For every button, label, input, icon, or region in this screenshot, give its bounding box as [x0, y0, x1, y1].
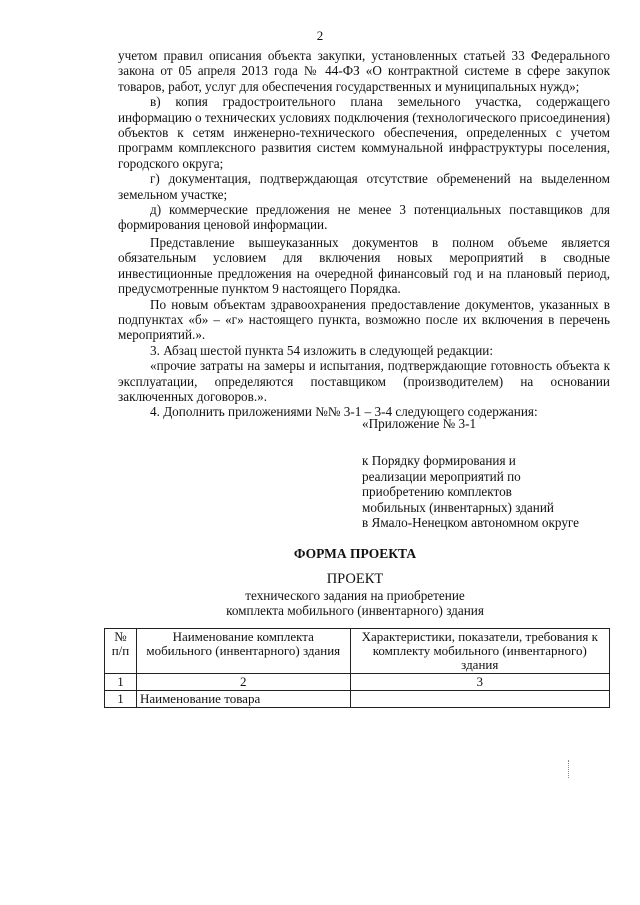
table-cell [350, 691, 609, 708]
project-subtitle: технического задания на приобретение [245, 588, 465, 603]
paragraph: «прочие затраты на замеры и испытания, подтверждающие готовность объекта к эксплуатации, определяются поставщиком (производителем) на основании заключенных договоров.». [118, 358, 610, 404]
paragraph: в) копия градостроительного плана земельного участка, содержащего информацию о технических условиях подключения (технологического присоединения) объектов к сетям инженерно-технического обеспечения, определенных с учетом программ комплексного развития систем коммунальной инфраструктуры поселения, городского округа; [118, 94, 610, 171]
table-cell: 1 [105, 691, 137, 708]
body-text [118, 48, 610, 420]
appendix-line: к Порядку формирования и [362, 453, 516, 469]
table-cell: Наименование товара [136, 691, 350, 708]
page-number: 2 [316, 28, 324, 43]
appendix-line: реализации мероприятий по [362, 468, 521, 484]
paragraph: учетом правил описания объекта закупки, установленных статьей 33 Федерального закона от 05 апреля 2013 года № 44-ФЗ «О контрактной системе в сфере закупок товаров, работ, услуг для обеспечения государственных и муниципальных нужд»; [118, 48, 610, 94]
appendix-title: «Приложение № 3-1 [362, 416, 477, 431]
appendix-block [362, 416, 622, 530]
table-cell: 1 [105, 674, 137, 691]
appendix-line: в Ямало-Ненецком автономном округе [362, 515, 579, 531]
paragraph: г) документация, подтверждающая отсутствие обременений на выделенном земельном участке; [118, 171, 610, 202]
paragraph: д) коммерческие предложения не менее 3 потенциальных поставщиков для формирования ценовой информации. [118, 202, 610, 233]
paragraph: 3. Абзац шестой пункта 54 изложить в следующей редакции: [150, 342, 493, 358]
paragraph: По новым объектам здравоохранения предоставление документов, указанных в подпунктах «б» – «г» настоящего пункта, возможно после их включения в перечень мероприятий.». [118, 296, 610, 343]
header-characteristics: Характеристики, показатели, требования к комплекту мобильного (инвентарного) здания [350, 629, 609, 674]
appendix-line: мобильных (инвентарных) зданий [362, 499, 554, 515]
table-index-row [105, 674, 610, 691]
table-header-row [105, 629, 610, 674]
scan-speck [568, 760, 572, 778]
appendix-line: приобретению комплектов [362, 484, 512, 500]
paragraph: 4. Дополнить приложениями №№ 3-1 – 3-4 следующего содержания: [150, 404, 538, 420]
header-kit-name: Наименование комплекта мобильного (инвентарного) здания [136, 629, 350, 674]
table-cell: 2 [136, 674, 350, 691]
project-heading [0, 572, 640, 618]
header-number: № п/п [105, 629, 137, 674]
table-row [105, 691, 610, 708]
table-cell: 3 [350, 674, 609, 691]
project-subtitle: комплекта мобильного (инвентарного) здания [226, 603, 484, 618]
project-title: ПРОЕКТ [326, 571, 384, 587]
paragraph: Представление вышеуказанных документов в полном объеме является обязательным условием для включения новых мероприятий в сводные инвестиционные предложения на очередной финансовый год и на плановый период, предусмотренные пунктом 9 настоящего Порядка. [118, 234, 610, 297]
spec-table [104, 628, 610, 708]
form-heading: ФОРМА ПРОЕКТА [293, 546, 417, 561]
